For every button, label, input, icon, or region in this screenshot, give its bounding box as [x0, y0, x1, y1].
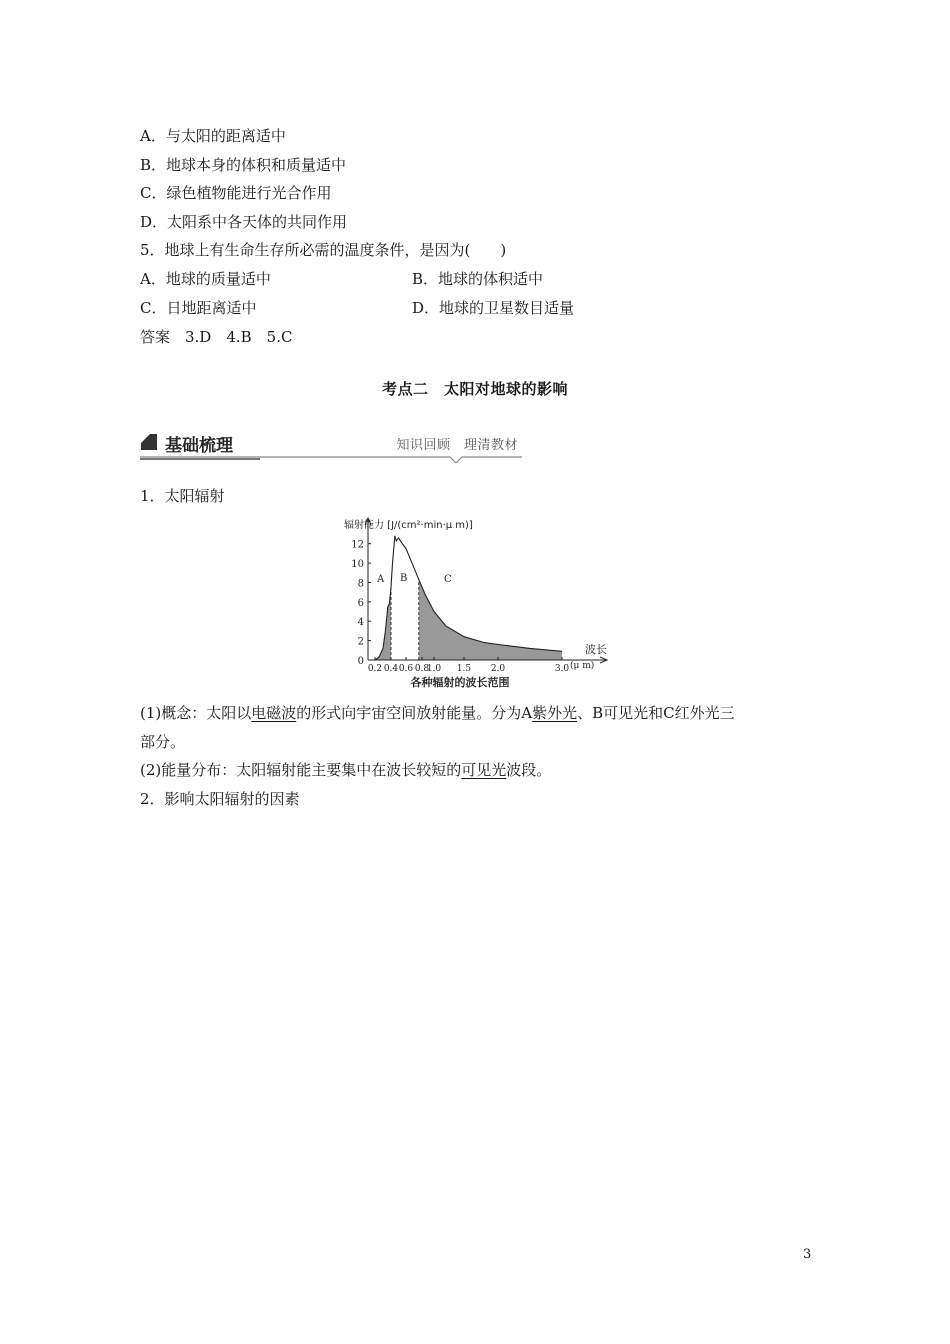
q4-option-b: B．地球本身的体积和质量适中 — [140, 156, 347, 174]
q5-option-d: D．地球的卫星数目适量 — [412, 299, 575, 317]
answer-line: 答案 3.D 4.B 5.C — [140, 328, 293, 346]
concept-line1 — [140, 703, 735, 723]
y-tick-label: 12 — [351, 539, 364, 551]
section-banner — [140, 431, 522, 463]
y-tick-label: 10 — [351, 559, 364, 571]
banner-subtitle: 知识回顾 理清教材 — [396, 438, 518, 453]
x-tick-label: 0.2 — [367, 664, 383, 674]
concept-underline-uv: 紫外光 — [532, 704, 578, 722]
region-label-b: B — [400, 573, 408, 584]
concept-rest: 、B可见光和C红外光三 — [577, 704, 735, 722]
energy-underline-visible: 可见光 — [461, 761, 507, 779]
x-tick-label: 0.6 — [398, 664, 414, 674]
y-axis-title: 辐射能力 [J/(cm²·min·μ m)] — [344, 520, 473, 531]
q4-option-d: D．太阳系中各天体的共同作用 — [140, 213, 348, 231]
section-heading: 考点二 太阳对地球的影响 — [381, 380, 568, 398]
concept-prefix: (1)概念：太阳以 — [140, 704, 252, 722]
item1-title: 1．太阳辐射 — [140, 487, 225, 505]
energy-line — [140, 760, 551, 780]
x-tick-label: 1.0 — [426, 664, 442, 674]
item2-title: 2．影响太阳辐射的因素 — [140, 790, 300, 808]
x-tick-label: 3.0 — [554, 664, 570, 674]
y-tick-label: 6 — [357, 597, 364, 609]
q5-stem: 5．地球上有生命生存所必需的温度条件，是因为( ) — [140, 241, 507, 259]
banner-square-cut — [141, 434, 150, 443]
q4-option-a: A．与太阳的距离适中 — [140, 127, 286, 145]
y-tick-label: 8 — [357, 578, 364, 590]
x-axis-unit: (μ m) — [570, 661, 595, 671]
x-axis-title: 波长 — [585, 643, 607, 656]
region-label-c: C — [444, 574, 452, 585]
q4-option-c: C．绿色植物能进行光合作用 — [140, 184, 332, 202]
q5-option-c: C．日地距离适中 — [140, 299, 257, 317]
x-tick-label: 0.4 — [383, 664, 399, 674]
chart-caption: 各种辐射的波长范围 — [410, 676, 510, 689]
concept-line2: 部分。 — [140, 733, 186, 751]
y-tick-label: 4 — [357, 617, 364, 629]
banner-title: 基础梳理 — [165, 436, 233, 456]
x-tick-label: 1.5 — [456, 664, 472, 674]
concept-mid: 的形式向宇宙空间放射能量。分为A — [296, 704, 533, 722]
x-tick-label: 0.8 — [414, 664, 430, 674]
energy-suffix: 波段。 — [506, 761, 552, 779]
page-number: 3 — [803, 1247, 812, 1262]
y-tick-label: 0 — [357, 656, 364, 667]
q5-option-a: A．地球的质量适中 — [140, 270, 271, 288]
energy-prefix: (2)能量分布：太阳辐射能主要集中在波长较短的 — [140, 761, 462, 779]
region-label-a: A — [377, 574, 385, 585]
concept-underline-em-wave: 电磁波 — [251, 704, 297, 722]
y-tick-label: 2 — [357, 636, 364, 648]
q5-option-b: B．地球的体积适中 — [412, 270, 544, 288]
solar-radiation-chart — [330, 512, 620, 692]
x-tick-label: 2.0 — [490, 664, 506, 674]
